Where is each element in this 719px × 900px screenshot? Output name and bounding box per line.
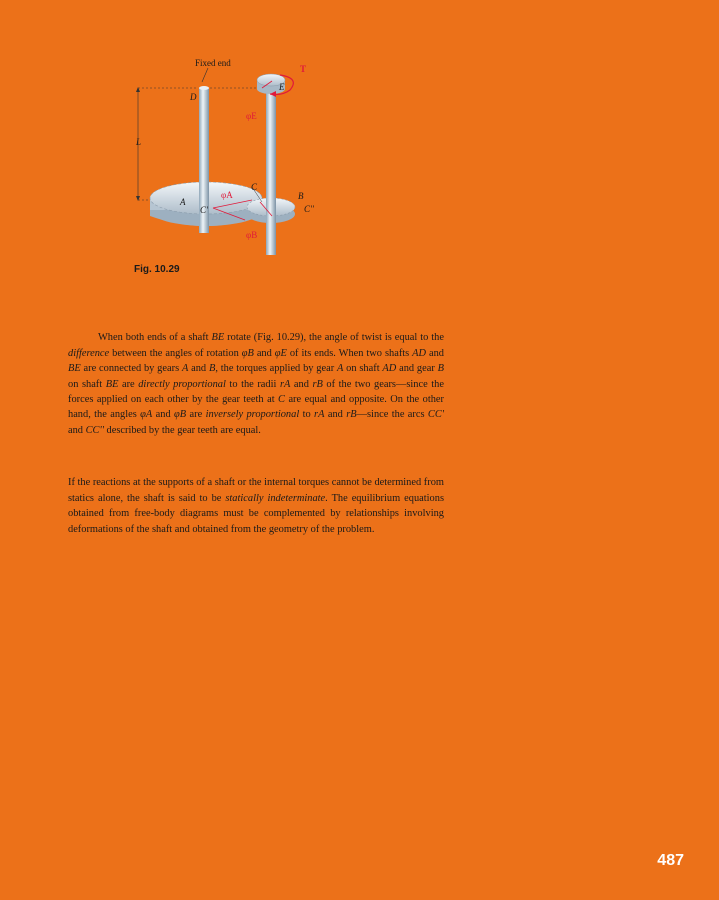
label-D: D <box>190 92 197 102</box>
label-A: A <box>180 197 186 207</box>
label-C-prime: C' <box>200 205 208 215</box>
label-phi-E: φE <box>246 111 257 121</box>
label-E: E <box>279 82 285 92</box>
label-torque-T: T <box>300 64 307 74</box>
label-C: C <box>251 182 258 192</box>
label-C-double-prime: C'' <box>304 204 314 214</box>
page-number: 487 <box>657 852 684 869</box>
label-fixed-end: Fixed end <box>195 58 231 68</box>
paragraph-angle-of-twist: When both ends of a shaft BE rotate (Fig. 10.29), the angle of twist is equal to the difference between the angles of rotation φB and φE of its ends. When two shafts AD and BE are connected by gears A and B, the torques applied by gear A on shaft AD and gear B on shaft BE are directly proportional to the radii rA and rB of the two gears—since the forces applied on each other by the gear teeth at C are equal and opposite. On the other hand, the angles φA and φB are inversely proportional to rA and rB—since the arcs CC' and CC'' described by the gear teeth are equal. <box>68 332 445 436</box>
label-phi-A: φA <box>221 190 233 200</box>
gear-shaft-diagram <box>120 50 340 260</box>
label-phi-B: φB <box>246 230 258 240</box>
label-B: B <box>298 191 304 201</box>
label-L: L <box>136 137 142 147</box>
paragraph-statically-indeterminate: If the reactions at the supports of a shaft or the internal torques cannot be determined from statics alone, the shaft is said to be statically indeterminate. The equilibrium equations obtained from free-body diagrams must be complemented by relationships involving deformations of the shaft and obtained from the geometry of the problem. <box>68 477 444 535</box>
figure-gears-shafts <box>120 50 340 260</box>
figure-caption: Fig. 10.29 <box>134 264 180 275</box>
shaft-BE <box>266 90 276 255</box>
